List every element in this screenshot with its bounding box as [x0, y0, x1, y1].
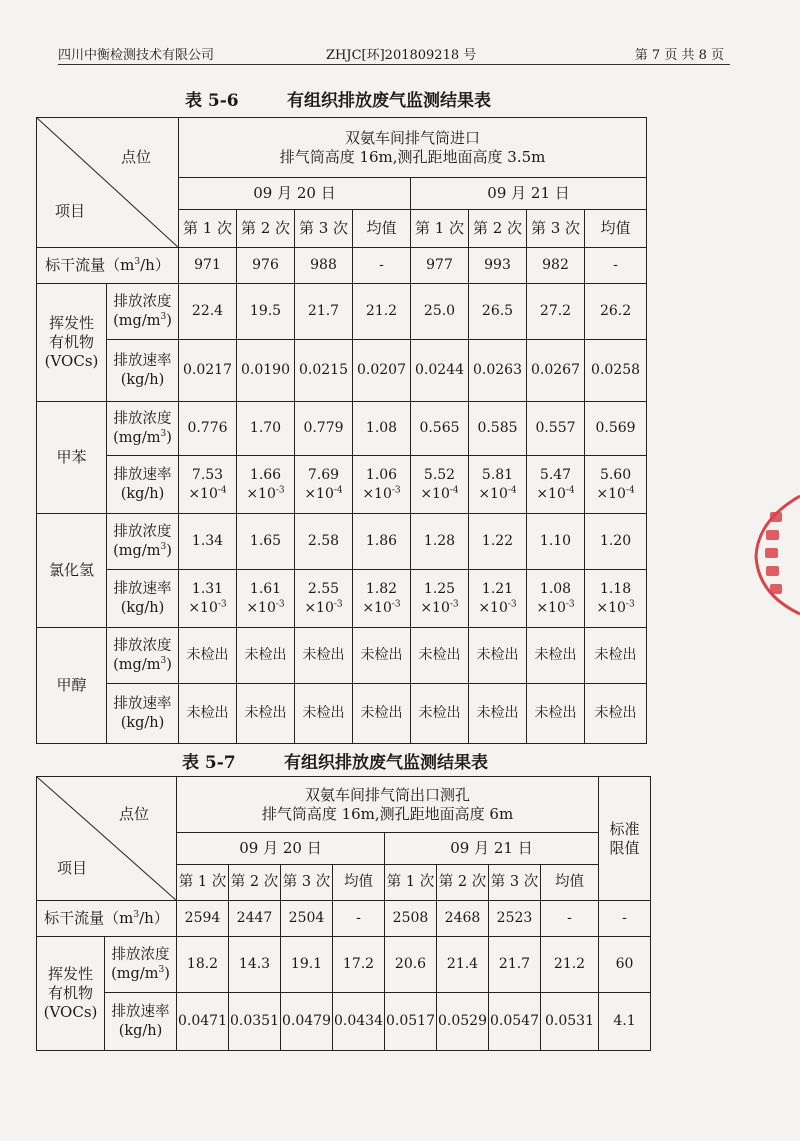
- inspection-seal-stamp: [744, 490, 800, 620]
- table-cell: 0.585: [469, 402, 527, 456]
- table-cell: 2.58: [295, 514, 353, 570]
- table-cell: 2508: [385, 901, 437, 937]
- table-row: [37, 456, 647, 514]
- table-cell: 0.779: [295, 402, 353, 456]
- run-header: 第 2 次: [237, 210, 295, 248]
- table-cell: 2447: [229, 901, 281, 937]
- table-cell: -: [541, 901, 599, 937]
- table-cell: 0.557: [527, 402, 585, 456]
- company-name: 四川中衡检测技术有限公司: [58, 48, 215, 63]
- standard-cell: 60: [599, 937, 651, 993]
- table-cell: 2594: [177, 901, 229, 937]
- table-cell: 0.569: [585, 402, 647, 456]
- table-cell: 21.2: [541, 937, 599, 993]
- table-cell: 1.18 $\times 10^{-3}$: [585, 570, 647, 628]
- table-cell: 0.0529: [437, 993, 489, 1051]
- run-header: 第 3 次: [527, 210, 585, 248]
- table-cell: 1.21 $\times 10^{-3}$: [469, 570, 527, 628]
- page-header: [58, 44, 742, 64]
- table-cell: -: [333, 901, 385, 937]
- corner-location-label: 点位: [121, 148, 152, 166]
- run-header: 第 2 次: [437, 865, 489, 901]
- table-row: [37, 340, 647, 402]
- run-header: 第 3 次: [489, 865, 541, 901]
- table-cell: 未检出: [469, 684, 527, 744]
- table-cell: 0.0531: [541, 993, 599, 1051]
- table-cell: 988: [295, 248, 353, 284]
- table-cell: 未检出: [527, 684, 585, 744]
- table-cell: 21.2: [353, 284, 411, 340]
- pollutant-name: 甲醇: [37, 628, 107, 744]
- pollutant-name: 挥发性 有机物 (VOCs): [37, 937, 105, 1051]
- table-cell: 0.0190: [237, 340, 295, 402]
- flow-label: 标干流量$(m^3/h)$: [37, 248, 179, 284]
- flow-label: 标干流量$(m^3/h)$: [37, 901, 177, 937]
- metric-label: 排放浓度 $(mg/m^3)$: [107, 628, 179, 684]
- run-header: 第 1 次: [177, 865, 229, 901]
- table-cell: 1.28: [411, 514, 469, 570]
- table-cell: 25.0: [411, 284, 469, 340]
- table-cell: -: [353, 248, 411, 284]
- table-cell: 19.5: [237, 284, 295, 340]
- table-cell: 1.70: [237, 402, 295, 456]
- run-header: 第 2 次: [229, 865, 281, 901]
- table-cell: 26.2: [585, 284, 647, 340]
- table-cell: 2523: [489, 901, 541, 937]
- table-cell: 21.7: [489, 937, 541, 993]
- run-header: 第 3 次: [281, 865, 333, 901]
- pollutant-name: 甲苯: [37, 402, 107, 514]
- table-cell: 0.0471: [177, 993, 229, 1051]
- standard-limit-header: 标准 限值: [599, 777, 651, 901]
- run-header: 第 1 次: [179, 210, 237, 248]
- table-cell: 0.0479: [281, 993, 333, 1051]
- table-cell: 未检出: [469, 628, 527, 684]
- table-cell: 未检出: [585, 628, 647, 684]
- table-cell: 976: [237, 248, 295, 284]
- run-header: 均值: [585, 210, 647, 248]
- run-header: 均值: [353, 210, 411, 248]
- table-cell: -: [585, 248, 647, 284]
- metric-label: 排放浓度 $(mg/m^3)$: [105, 937, 177, 993]
- table-cell: 0.0267: [527, 340, 585, 402]
- table-cell: 5.47 $\times 10^{-4}$: [527, 456, 585, 514]
- table-cell: 未检出: [585, 684, 647, 744]
- table-cell: 5.81 $\times 10^{-4}$: [469, 456, 527, 514]
- table-cell: 1.65: [237, 514, 295, 570]
- table-cell: 1.82 $\times 10^{-3}$: [353, 570, 411, 628]
- table-cell: 未检出: [179, 684, 237, 744]
- metric-label: 排放浓度 $(mg/m^3)$: [107, 402, 179, 456]
- table-cell: 27.2: [527, 284, 585, 340]
- table-cell: 0.776: [179, 402, 237, 456]
- table-cell: 1.25 $\times 10^{-3}$: [411, 570, 469, 628]
- header-divider: [58, 64, 730, 65]
- corner-item-label: 项目: [57, 859, 88, 877]
- table-cell: 未检出: [179, 628, 237, 684]
- table-cell: 未检出: [411, 628, 469, 684]
- table-cell: 未检出: [295, 684, 353, 744]
- table-cell: 14.3: [229, 937, 281, 993]
- table-cell: 1.10: [527, 514, 585, 570]
- table-row: [37, 514, 647, 570]
- table-cell: 993: [469, 248, 527, 284]
- date-header: 09 月 20 日: [179, 178, 411, 210]
- metric-label: 排放速率 (kg/h): [107, 456, 179, 514]
- page-indicator: 第 7 页 共 8 页: [634, 48, 724, 63]
- table-5-7-title: 表 5-7 有组织排放废气监测结果表: [182, 753, 488, 773]
- table-cell: 982: [527, 248, 585, 284]
- table-cell: 5.52 $\times 10^{-4}$: [411, 456, 469, 514]
- standard-cell: -: [599, 901, 651, 937]
- table-cell: 1.08: [353, 402, 411, 456]
- table-cell: 971: [179, 248, 237, 284]
- run-header: 第 1 次: [411, 210, 469, 248]
- table-cell: 0.0434: [333, 993, 385, 1051]
- table-cell: 1.34: [179, 514, 237, 570]
- table-cell: 0.0215: [295, 340, 353, 402]
- table-5-7: [36, 776, 651, 1051]
- corner-location-label: 点位: [119, 805, 150, 823]
- table-cell: 未检出: [237, 628, 295, 684]
- table-cell: 17.2: [333, 937, 385, 993]
- table-cell: 2.55 $\times 10^{-3}$: [295, 570, 353, 628]
- table-cell: 0.0351: [229, 993, 281, 1051]
- table-cell: 1.31 $\times 10^{-3}$: [179, 570, 237, 628]
- table-cell: 未检出: [527, 628, 585, 684]
- table-row: [37, 284, 647, 340]
- table-5-6: [36, 117, 647, 744]
- table-cell: 19.1: [281, 937, 333, 993]
- table-cell: 未检出: [353, 684, 411, 744]
- date-header: 09 月 20 日: [177, 833, 385, 865]
- table-row: [37, 628, 647, 684]
- table-cell: 1.61 $\times 10^{-3}$: [237, 570, 295, 628]
- metric-label: 排放速率 (kg/h): [107, 570, 179, 628]
- table-cell: 1.20: [585, 514, 647, 570]
- table-cell: 0.0547: [489, 993, 541, 1051]
- metric-label: 排放浓度 $(mg/m^3)$: [107, 514, 179, 570]
- date-header: 09 月 21 日: [411, 178, 647, 210]
- table-cell: 26.5: [469, 284, 527, 340]
- standard-cell: 4.1: [599, 993, 651, 1051]
- table-row: [37, 402, 647, 456]
- table-cell: 1.22: [469, 514, 527, 570]
- run-header: 第 3 次: [295, 210, 353, 248]
- table-cell: 未检出: [411, 684, 469, 744]
- table-cell: 0.0217: [179, 340, 237, 402]
- table-row: [37, 937, 651, 993]
- location-cell: 双氨车间排气筒进口 排气筒高度 16m,测孔距地面高度 3.5m: [179, 118, 647, 178]
- table-5-6-pollutant-rows: [37, 284, 647, 744]
- table-cell: 0.0263: [469, 340, 527, 402]
- diagonal-divider: [37, 777, 177, 901]
- table-cell: 1.66 $\times 10^{-3}$: [237, 456, 295, 514]
- report-number: ZHJC[环]201809218 号: [326, 48, 477, 63]
- table-row: [37, 684, 647, 744]
- table-cell: 0.0207: [353, 340, 411, 402]
- metric-label: 排放速率 (kg/h): [107, 684, 179, 744]
- run-header: 均值: [333, 865, 385, 901]
- table-cell: 0.0258: [585, 340, 647, 402]
- corner-item-label: 项目: [55, 202, 86, 220]
- metric-label: 排放速率 (kg/h): [105, 993, 177, 1051]
- table-cell: 未检出: [295, 628, 353, 684]
- table-cell: 22.4: [179, 284, 237, 340]
- date-header: 09 月 21 日: [385, 833, 599, 865]
- table-cell: 0.565: [411, 402, 469, 456]
- table-cell: 977: [411, 248, 469, 284]
- table-cell: 未检出: [353, 628, 411, 684]
- table-row: [37, 570, 647, 628]
- table-5-6-title: 表 5-6 有组织排放废气监测结果表: [185, 91, 491, 111]
- pollutant-name: 氯化氢: [37, 514, 107, 628]
- metric-label: 排放浓度 $(mg/m^3)$: [107, 284, 179, 340]
- table-cell: 1.86: [353, 514, 411, 570]
- run-header: 均值: [541, 865, 599, 901]
- table-cell: 未检出: [237, 684, 295, 744]
- table-cell: 21.4: [437, 937, 489, 993]
- table-cell: 1.08 $\times 10^{-3}$: [527, 570, 585, 628]
- pollutant-name: 挥发性 有机物 (VOCs): [37, 284, 107, 402]
- table-cell: 2468: [437, 901, 489, 937]
- table-cell: 7.53 $\times 10^{-4}$: [179, 456, 237, 514]
- table-5-7-corner-header: [37, 777, 177, 901]
- run-header: 第 2 次: [469, 210, 527, 248]
- table-cell: 0.0517: [385, 993, 437, 1051]
- table-cell: 1.06 $\times 10^{-3}$: [353, 456, 411, 514]
- table-cell: 18.2: [177, 937, 229, 993]
- table-cell: 7.69 $\times 10^{-4}$: [295, 456, 353, 514]
- table-row: [37, 993, 651, 1051]
- table-row: [37, 901, 651, 937]
- table-cell: 20.6: [385, 937, 437, 993]
- table-cell: 0.0244: [411, 340, 469, 402]
- table-cell: 2504: [281, 901, 333, 937]
- table-5-6-corner-header: [37, 118, 179, 248]
- table-row: [37, 248, 647, 284]
- diagonal-divider: [37, 118, 179, 248]
- table-cell: 5.60 $\times 10^{-4}$: [585, 456, 647, 514]
- location-cell: 双氨车间排气筒出口测孔 排气筒高度 16m,测孔距地面高度 6m: [177, 777, 599, 833]
- metric-label: 排放速率 (kg/h): [107, 340, 179, 402]
- table-cell: 21.7: [295, 284, 353, 340]
- run-header: 第 1 次: [385, 865, 437, 901]
